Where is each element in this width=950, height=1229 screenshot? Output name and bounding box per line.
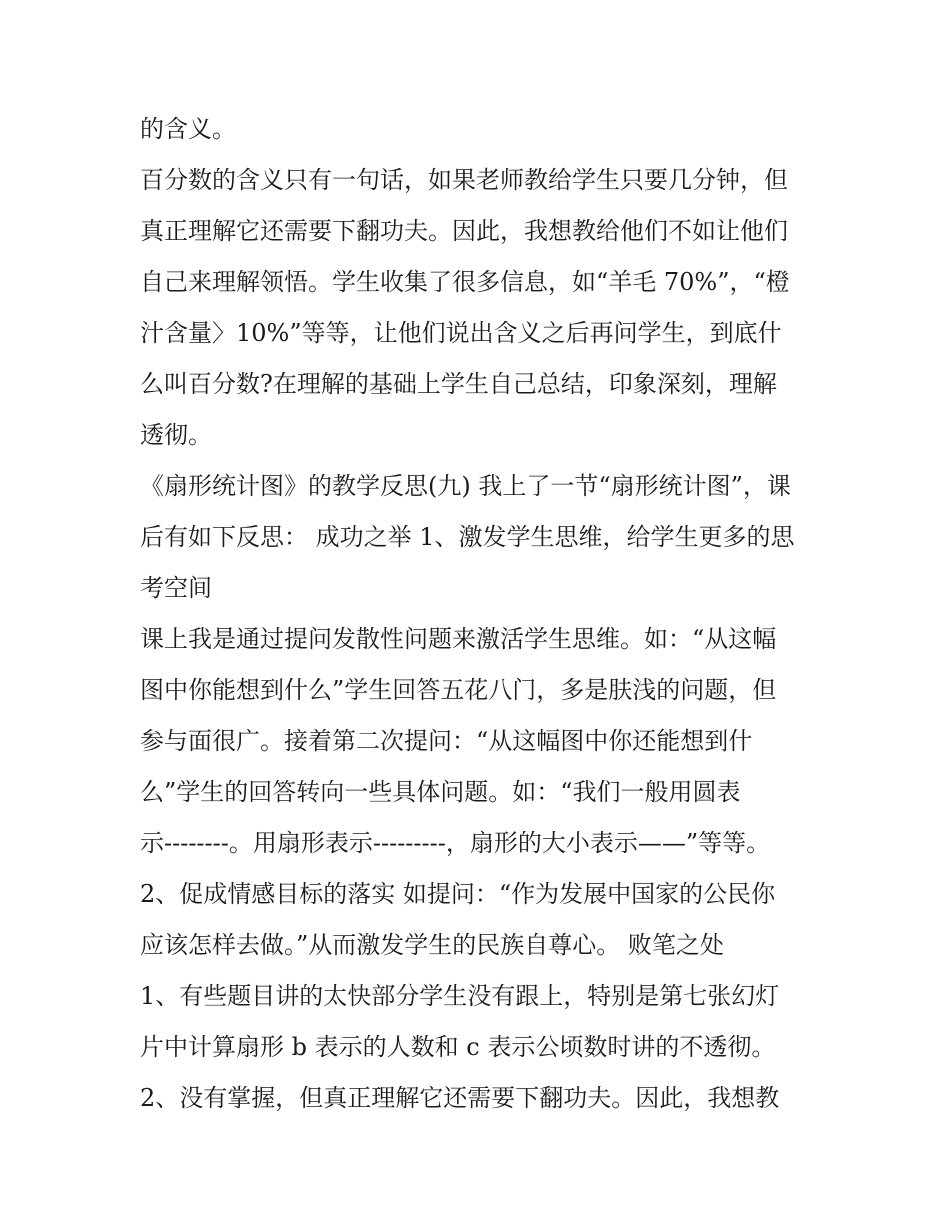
- text-line: 应该怎样去做。”从而激发学生的民族自尊心。 败笔之处: [140, 931, 724, 959]
- text-line: 片中计算扇形 b 表示的人数和 c 表示公顷数时讲的不透彻。: [140, 1033, 776, 1061]
- text-line: 后有如下反思： 成功之举 1、激发学生思维，给学生更多的思: [140, 523, 795, 551]
- text-line: 的含义。: [140, 115, 236, 143]
- text-line: 真正理解它还需要下翻功夫。因此，我想教给他们不如让他们: [140, 217, 788, 245]
- text-line: 汁含量〉10%”等等，让他们说出含义之后再问学生，到底什: [140, 319, 782, 347]
- text-line: 么叫百分数?在理解的基础上学生自己总结，印象深刻，理解: [140, 370, 777, 398]
- text-line: 1、有些题目讲的太快部分学生没有跟上，特别是第七张幻灯: [140, 982, 780, 1010]
- text-line: 自己来理解领悟。学生收集了很多信息，如“羊毛 70%”，“橙: [140, 268, 790, 296]
- text-line: 课上我是通过提问发散性问题来激活学生思维。如：“从这幅: [140, 625, 777, 653]
- text-line: 么”学生的回答转向一些具体问题。如：“我们一般用圆表: [140, 778, 741, 806]
- text-line: 示--------。用扇形表示---------，扇形的大小表示——”等等。: [140, 829, 771, 857]
- text-line: 2、促成情感目标的落实 如提问：“作为发展中国家的公民你: [140, 880, 776, 908]
- text-line: 图中你能想到什么”学生回答五花八门，多是肤浅的问题，但: [140, 676, 777, 704]
- text-line: 2、没有掌握，但真正理解它还需要下翻功夫。因此，我想教: [140, 1084, 780, 1112]
- text-line: 透彻。: [140, 421, 212, 449]
- text-line: 百分数的含义只有一句话，如果老师教给学生只要几分钟，但: [140, 166, 788, 194]
- text-line: 《扇形统计图》的教学反思(九) 我上了一节“扇形统计图”，课: [140, 472, 791, 500]
- text-line: 参与面很广。接着第二次提问：“从这幅图中你还能想到什: [140, 727, 753, 755]
- text-line: 考空间: [140, 574, 212, 602]
